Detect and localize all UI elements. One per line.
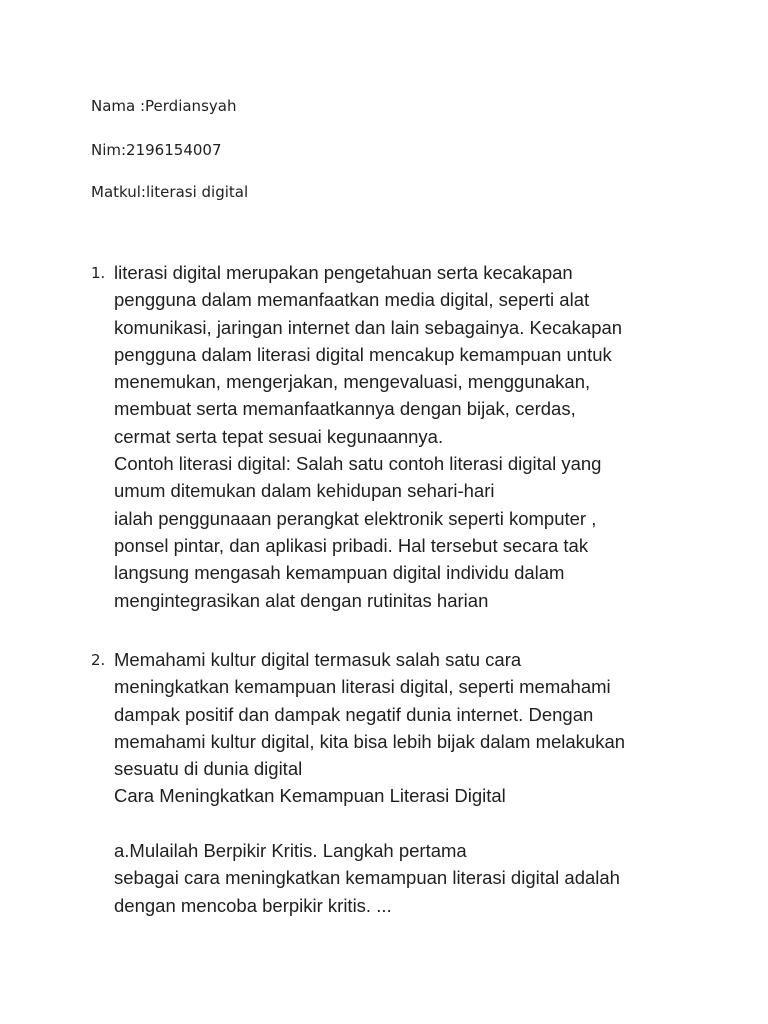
paragraph-line: komunikasi, jaringan internet dan lain sebagainya. Kecakapan — [114, 316, 623, 338]
paragraph-line: mengintegrasikan alat dengan rutinitas harian — [114, 589, 489, 611]
paragraph-line: ialah penggunaaan perangkat elektronik seperti komputer , — [114, 507, 597, 529]
paragraph-line: memahami kultur digital, kita bisa lebih bijak dalam melakukan — [114, 730, 626, 752]
sub-point-line: dengan mencoba berpikir kritis. ... — [114, 894, 392, 916]
paragraph-line: langsung mengasah kemampuan digital individu dalam — [114, 562, 565, 584]
paragraph-line: literasi digital merupakan pengetahuan serta kecakapan — [114, 262, 573, 283]
paragraph-line: dampak positif dan dampak negatif dunia internet. Dengan — [114, 703, 594, 725]
course-name: Matkul:literasi digital — [91, 183, 249, 201]
sub-point-line: a.Mulailah Berpikir Kritis. Langkah pertama — [114, 840, 467, 862]
paragraph-line: pengguna dalam literasi digital mencakup kemampuan untuk — [114, 343, 612, 365]
paragraph-line: ponsel pintar, dan aplikasi pribadi. Hal tersebut secara tak — [114, 534, 589, 556]
paragraph-line: umum ditemukan dalam kehidupan sehari-hari — [114, 480, 495, 502]
list-number-1: 1. — [91, 264, 106, 282]
paragraph-line: menemukan, mengerjakan, mengevaluasi, menggunakan, — [114, 371, 591, 393]
paragraph-line: sesuatu di dunia digital — [114, 758, 303, 780]
paragraph-line: cermat serta tepat sesuai kegunaannya. — [114, 425, 444, 447]
blank-line — [114, 810, 674, 837]
list-item-2 — [114, 646, 674, 919]
section-subheading: Cara Meningkatkan Kemampuan Literasi Digital — [114, 785, 506, 807]
paragraph-line: pengguna dalam memanfaatkan media digital, seperti alat — [114, 289, 590, 311]
sub-point-line: sebagai cara meningkatkan kemampuan literasi digital adalah — [114, 867, 620, 889]
student-nim: Nim:2196154007 — [91, 141, 222, 159]
list-item-1 — [114, 259, 674, 614]
paragraph-line: meningkatkan kemampuan literasi digital, seperti memahami — [114, 676, 611, 698]
paragraph-line: Contoh literasi digital: Salah satu contoh literasi digital yang — [114, 453, 602, 475]
paragraph-line: membuat serta memanfaatkannya dengan bijak, cerdas, — [114, 398, 576, 420]
student-name: Nama :Perdiansyah — [91, 97, 237, 115]
list-number-2: 2. — [91, 651, 106, 669]
paragraph-line: Memahami kultur digital termasuk salah satu cara — [114, 649, 522, 670]
